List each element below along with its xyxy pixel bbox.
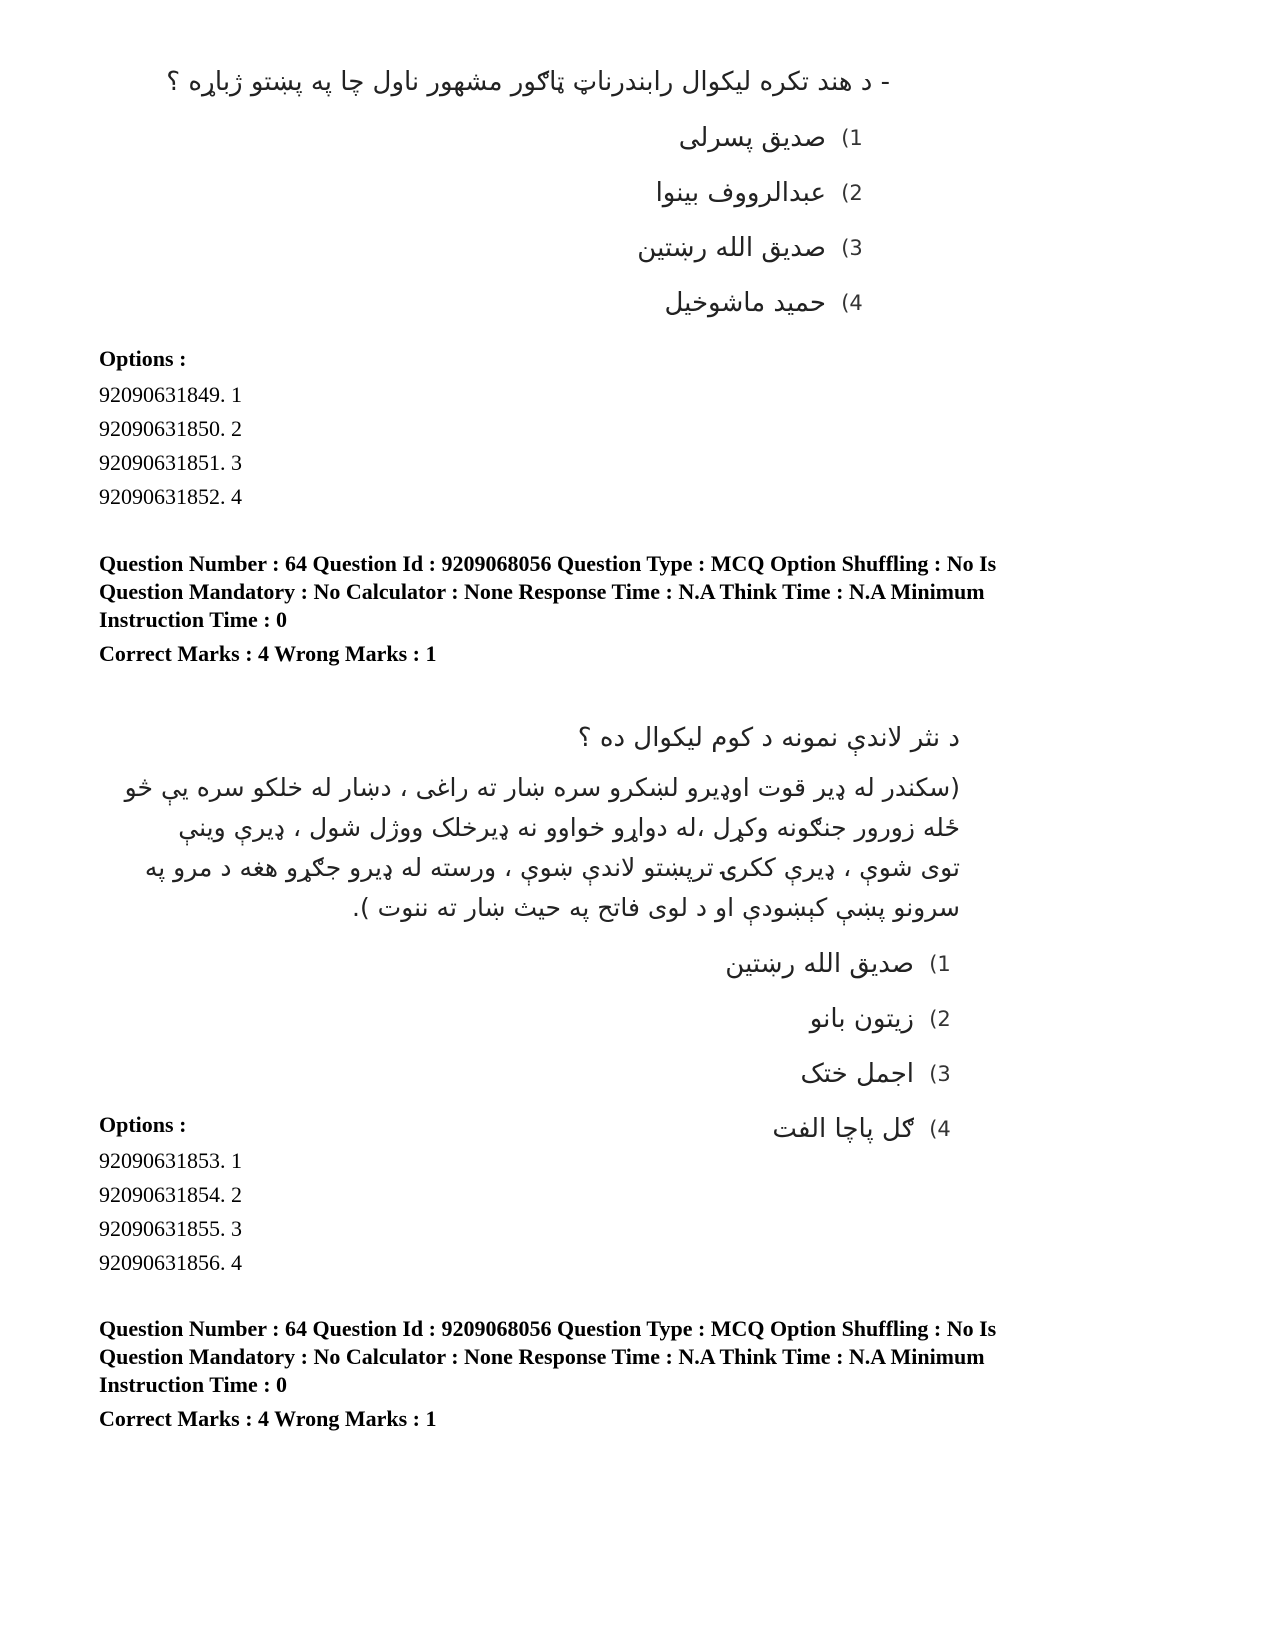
options-block-1: [99, 344, 1189, 514]
question-1-options: [110, 110, 890, 330]
option-text: ګل پاچا الفت: [772, 1113, 914, 1144]
option-id-3: 92090631855. 3: [99, 1216, 242, 1241]
question-1-stem: - د هند تکره لیکوال رابندرناټ ټاګور مشهور ناول چا په پښتو ژباړه ؟: [166, 67, 890, 97]
option-id-2: 92090631854. 2: [99, 1182, 242, 1207]
question-2-option-2: [100, 991, 952, 1046]
options-block-2: [99, 1110, 1189, 1280]
question-1-option-2: [110, 165, 864, 220]
passage-line-1: (سکندر له ډیر قوت اوډیرو لښکرو سره ښار ته راغی ، دښار له خلکو سره یې څو: [124, 773, 960, 802]
option-id-4: 92090631852. 4: [99, 484, 242, 509]
option-number: 1): [929, 951, 951, 976]
option-number: 2): [841, 180, 863, 205]
option-text: صدیق الله رښتین: [725, 948, 914, 979]
options-label: Options :: [99, 1112, 187, 1137]
option-number: 4): [929, 1116, 951, 1141]
question-2-block: [100, 718, 960, 1156]
question-2-option-3: [100, 1046, 952, 1101]
marks-line: Correct Marks : 4 Wrong Marks : 1: [99, 641, 437, 666]
passage-line-3: توی شوې ، ډیرې ککرۍ ترپښتو لاندې ښوې ، ورسته له ډیرو جګړو هغه د مرو په: [144, 853, 960, 882]
passage-line-2: ځله زورور جنګونه وکړل ،له دواړو خواوو نه ډیرخلک ووژل شول ، ډیرې وینې: [178, 813, 960, 842]
option-id-1: 92090631849. 1: [99, 382, 242, 407]
meta-line-3: Instruction Time : 0: [99, 1372, 288, 1397]
option-id-4: 92090631856. 4: [99, 1250, 242, 1275]
option-number: 4): [841, 290, 863, 315]
option-number: 3): [841, 235, 863, 260]
option-number: 1): [841, 125, 863, 150]
meta-line-2: Question Mandatory : No Calculator : None Response Time : N.A Think Time : N.A Minimum: [99, 579, 985, 604]
meta-line-2: Question Mandatory : No Calculator : None Response Time : N.A Think Time : N.A Minimum: [99, 1344, 985, 1369]
question-meta-1: [99, 550, 1189, 668]
marks-line: Correct Marks : 4 Wrong Marks : 1: [99, 1406, 437, 1431]
option-id-3: 92090631851. 3: [99, 450, 242, 475]
question-1-option-4: [110, 275, 864, 330]
question-2-passage: [100, 768, 960, 928]
question-1-option-1: [110, 110, 864, 165]
option-id-2: 92090631850. 2: [99, 416, 242, 441]
meta-line-3: Instruction Time : 0: [99, 607, 288, 632]
question-2-option-1: [100, 936, 952, 991]
option-id-1: 92090631853. 1: [99, 1148, 242, 1173]
option-text: صدیق پسرلی: [678, 122, 826, 153]
question-1-block: [110, 62, 890, 330]
meta-line-1: Question Number : 64 Question Id : 9209068056 Question Type : MCQ Option Shuffling : No Is: [99, 551, 997, 576]
option-number: 2): [929, 1006, 951, 1031]
question-2-stem: د نثر لاندې نمونه د کوم لیکوال ده ؟: [577, 723, 960, 753]
option-number: 3): [929, 1061, 951, 1086]
passage-line-4: سرونو پښې کېښودې او د لوی فاتح په حیث ښار ته ننوت ).: [352, 893, 960, 922]
option-text: اجمل ختک: [800, 1058, 914, 1089]
options-label: Options :: [99, 346, 187, 371]
option-text: زیتون بانو: [809, 1003, 914, 1034]
question-meta-2: [99, 1315, 1189, 1433]
meta-line-1: Question Number : 64 Question Id : 9209068056 Question Type : MCQ Option Shuffling : No Is: [99, 1316, 997, 1341]
option-text: صدیق الله رښتین: [637, 232, 826, 263]
question-1-option-3: [110, 220, 864, 275]
option-text: عبدالرووف بینوا: [655, 177, 826, 208]
option-text: حمید ماشوخیل: [664, 287, 826, 318]
